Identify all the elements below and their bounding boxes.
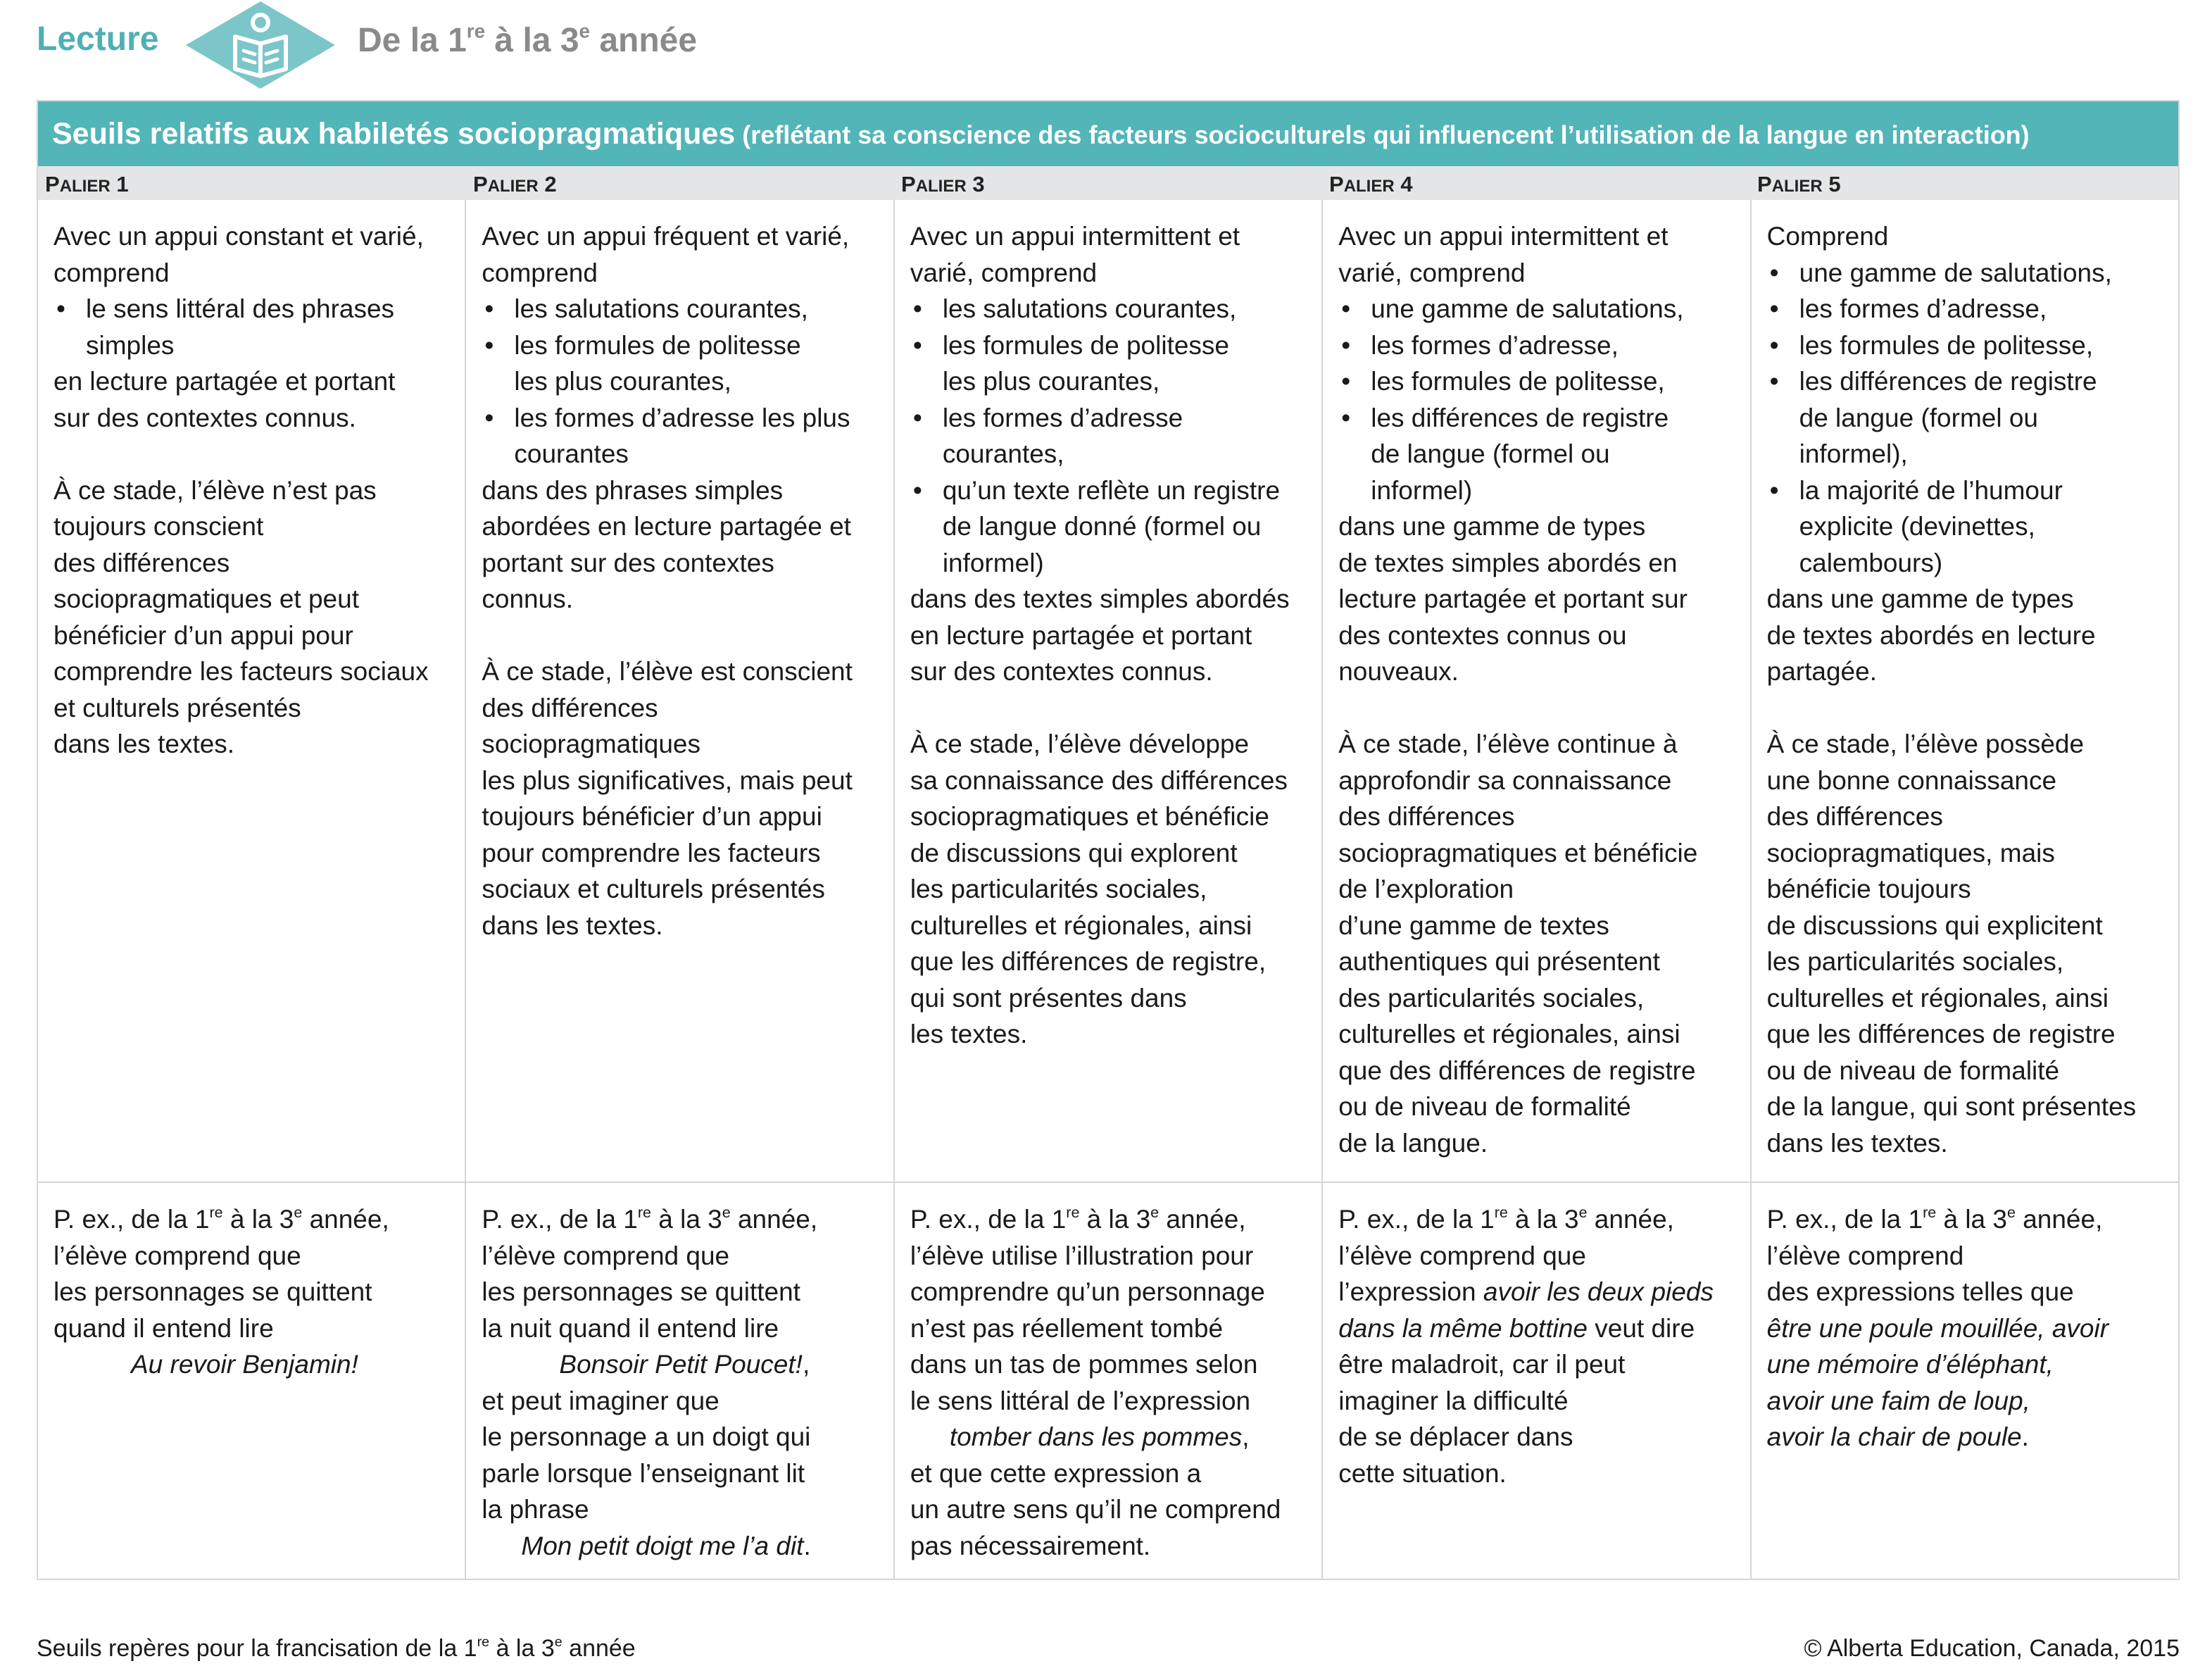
text-line: des différences	[1338, 802, 1515, 831]
table-subtitle: (reflétant sa conscience des facteurs socioculturels qui influencent l’utilisation de la langue en interaction)	[735, 120, 2030, 149]
text-line: des expressions telles que	[1766, 1277, 2074, 1306]
list-item: • les différences de registre de langue (formel ou informel),	[1767, 363, 2163, 472]
descriptor-row	[38, 200, 2178, 1183]
example-cell-2	[466, 1183, 894, 1579]
text-line: comprend	[54, 258, 170, 287]
level-header-2: PALIER 2	[473, 172, 557, 196]
level-header-row	[38, 166, 2178, 200]
list-item: • les formules de politesse les plus courantes,	[482, 327, 877, 400]
level-header-4: PALIER 4	[1329, 172, 1413, 196]
text-line: P. ex., de la 1re à la 3e année,	[910, 1203, 1246, 1234]
text-line: imaginer la difficulté	[1338, 1386, 1569, 1415]
text-line: ou de niveau de formalité	[1338, 1092, 1631, 1121]
reading-book-icon	[186, 1, 335, 89]
footer-document-title: Seuils repères pour la francisation de la 1re à la 3e année	[37, 1634, 636, 1662]
text-line: P. ex., de la 1re à la 3e année,	[482, 1203, 818, 1234]
text-line: authentiques qui présentent	[1338, 947, 1660, 976]
text-line: dans des textes simples abordés	[910, 584, 1290, 613]
descriptor-cell-1	[38, 200, 466, 1182]
text-line: des contextes connus ou	[1338, 620, 1627, 650]
list-item: • les formes d’adresse,	[1338, 327, 1734, 364]
text-line: qui sont présentes dans	[910, 983, 1187, 1013]
text-line: sociopragmatiques	[482, 729, 700, 758]
text-line: la nuit quand il entend lire	[482, 1313, 779, 1343]
text-line: Comprend	[1766, 222, 1889, 251]
text-line: d’une gamme de textes	[1338, 910, 1609, 940]
text-line: sa connaissance des différences	[910, 765, 1288, 795]
text-line: bénéficie toujours	[1766, 875, 1971, 903]
text-line: pas nécessairement.	[910, 1531, 1151, 1560]
text-line: de l’exploration	[1338, 875, 1514, 903]
example-cell-3	[895, 1183, 1323, 1579]
text-line: toujours bénéficier d’un appui	[482, 802, 822, 831]
text-line: nouveaux.	[1338, 657, 1459, 686]
example-cell-4	[1323, 1183, 1751, 1579]
level-header-3: PALIER 3	[901, 172, 985, 196]
thresholds-table	[37, 100, 2180, 1580]
text-line: Mon petit doigt me l’a dit.	[521, 1531, 811, 1560]
list-item: • une gamme de salutations,	[1338, 291, 1734, 327]
list-item: • une gamme de salutations,	[1767, 255, 2163, 292]
text-line: À ce stade, l’élève possède	[1766, 729, 2085, 758]
text-line: être maladroit, car il peut	[1338, 1350, 1626, 1379]
text-line: dans les textes.	[1766, 1128, 1948, 1158]
text-line: toujours conscient	[54, 512, 264, 541]
text-line: Avec un appui intermittent et	[1338, 222, 1669, 251]
text-line: abordées en lecture partagée et	[482, 512, 851, 541]
text-line: dans des phrases simples	[482, 475, 784, 505]
text-line: l’élève comprend que	[54, 1241, 301, 1270]
text-line: de textes simples abordés en	[1338, 548, 1678, 577]
section-title: Lecture	[37, 20, 159, 58]
text-line: de la langue.	[1338, 1128, 1488, 1158]
text-line: P. ex., de la 1re à la 3e année,	[54, 1203, 389, 1234]
list-item: • les formes d’adresse les plus courantes	[482, 400, 877, 472]
text-line: l’élève comprend que	[482, 1241, 730, 1270]
list-item: • les formules de politesse les plus courantes,	[910, 327, 1306, 400]
table-title: Seuils relatifs aux habiletés sociopragmatiques	[52, 117, 736, 151]
text-line: que les différences de registre	[1766, 1020, 2116, 1048]
text-line: en lecture partagée et portant	[910, 620, 1252, 650]
text-line: les particularités sociales,	[1766, 947, 2064, 976]
text-line: comprendre qu’un personnage	[910, 1277, 1265, 1306]
text-line: parle lorsque l’enseignant lit	[482, 1458, 805, 1488]
grade-range: De la 1re à la 3e année	[358, 20, 698, 59]
text-line: l’élève comprend	[1766, 1241, 1964, 1270]
text-line: que les différences de registre,	[910, 947, 1267, 976]
text-line: sur des contextes connus.	[54, 403, 356, 432]
text-line: de se déplacer dans	[1338, 1422, 1573, 1451]
text-line: À ce stade, l’élève continue à	[1338, 729, 1678, 758]
text-line: le sens littéral de l’expression	[910, 1386, 1251, 1415]
text-line: cette situation.	[1338, 1458, 1507, 1488]
text-line: avoir une faim de loup,	[1766, 1386, 2030, 1415]
text-line: les particularités sociales,	[910, 875, 1207, 903]
text-line: la phrase	[482, 1495, 589, 1524]
text-line: Au revoir Benjamin!	[131, 1350, 358, 1379]
text-line: sociopragmatiques et bénéficie	[1338, 838, 1698, 868]
list-item: • les salutations courantes,	[910, 291, 1306, 327]
text-line: les personnages se quittent	[482, 1277, 800, 1306]
descriptor-cell-4	[1323, 200, 1751, 1182]
list-item: • les formules de politesse,	[1338, 363, 1734, 400]
descriptor-cell-5	[1752, 200, 2178, 1182]
text-line: comprendre les facteurs sociaux	[54, 657, 429, 686]
text-line: être une poule mouillée, avoir	[1766, 1313, 2109, 1343]
text-line: et peut imaginer que	[482, 1386, 719, 1415]
text-line: l’expression avoir les deux pieds	[1338, 1277, 1714, 1306]
example-cell-1	[38, 1183, 466, 1579]
text-line: sociopragmatiques et peut	[54, 584, 359, 613]
list-item: • la majorité de l’humour explicite (devinettes, calembours)	[1767, 472, 2163, 582]
text-line: quand il entend lire	[54, 1313, 274, 1343]
example-row	[38, 1183, 2178, 1579]
text-line: une mémoire d’éléphant,	[1766, 1350, 2054, 1379]
text-line: culturelles et régionales, ainsi	[910, 910, 1252, 940]
text-line: et que cette expression a	[910, 1458, 1202, 1488]
text-line: en lecture partagée et portant	[54, 367, 396, 396]
list-item: • les formes d’adresse courantes,	[910, 400, 1306, 472]
text-line: dans les textes.	[54, 729, 235, 758]
text-line: et culturels présentés	[54, 693, 301, 722]
text-line: un autre sens qu’il ne comprend	[910, 1495, 1281, 1524]
text-line: de textes abordés en lecture	[1766, 620, 2096, 650]
descriptor-cell-2	[466, 200, 894, 1182]
text-line: une bonne connaissance	[1766, 765, 2057, 795]
text-line: Avec un appui constant et varié,	[54, 222, 424, 251]
text-line: bénéficier d’un appui pour	[54, 620, 353, 650]
text-line: dans une gamme de types	[1338, 512, 1646, 541]
text-line: le personnage a un doigt qui	[482, 1422, 811, 1451]
text-line: comprend	[482, 258, 598, 287]
text-line: varié, comprend	[910, 258, 1098, 287]
text-line: des particularités sociales,	[1338, 983, 1645, 1013]
text-line: Bonsoir Petit Poucet!,	[559, 1350, 810, 1379]
bullet-list	[54, 291, 449, 363]
list-item: • qu’un texte reflète un registre de langue donné (formel ou informel)	[910, 472, 1306, 582]
text-line: sociopragmatiques et bénéficie	[910, 802, 1269, 831]
text-line: culturelles et régionales, ainsi	[1338, 1020, 1680, 1048]
text-line: ou de niveau de formalité	[1766, 1056, 2060, 1085]
text-line: À ce stade, l’élève n’est pas	[54, 475, 377, 505]
text-line: de discussions qui explorent	[910, 838, 1238, 868]
text-line: dans un tas de pommes selon	[910, 1350, 1258, 1379]
text-line: À ce stade, l’élève développe	[910, 729, 1250, 758]
text-line: pour comprendre les facteurs	[482, 838, 821, 868]
text-line: de la langue, qui sont présentes	[1766, 1092, 2137, 1121]
text-line: tomber dans les pommes,	[949, 1422, 1250, 1451]
text-line: dans une gamme de types	[1766, 584, 2074, 613]
level-header-5: PALIER 5	[1757, 172, 1841, 196]
text-line: l’élève comprend que	[1338, 1241, 1586, 1270]
text-line: varié, comprend	[1338, 258, 1526, 287]
text-line: l’élève utilise l’illustration pour	[910, 1241, 1254, 1270]
text-line: lecture partagée et portant sur	[1338, 584, 1688, 613]
level-header-1: PALIER 1	[45, 172, 129, 196]
text-line: les personnages se quittent	[54, 1277, 372, 1306]
text-line: des différences	[482, 693, 658, 722]
text-line: P. ex., de la 1re à la 3e année,	[1338, 1203, 1674, 1234]
table-banner	[38, 101, 2178, 166]
text-line: connus.	[482, 584, 573, 613]
example-cell-5	[1752, 1183, 2178, 1579]
bullet-list	[910, 291, 1306, 581]
text-line: de discussions qui explicitent	[1766, 910, 2103, 940]
text-line: les plus significatives, mais peut	[482, 765, 853, 795]
text-line: les textes.	[910, 1020, 1028, 1048]
bullet-list	[482, 291, 877, 472]
text-line: culturelles et régionales, ainsi	[1766, 983, 2109, 1013]
text-line: n’est pas réellement tombé	[910, 1313, 1224, 1343]
text-line: À ce stade, l’élève est conscient	[482, 657, 853, 686]
footer-copyright: © Alberta Education, Canada, 2015	[1804, 1635, 2180, 1662]
list-item: • le sens littéral des phrases simples	[54, 291, 449, 363]
list-item: • les formules de politesse,	[1767, 327, 2163, 364]
list-item: • les formes d’adresse,	[1767, 291, 2163, 327]
text-line: Avec un appui fréquent et varié,	[482, 222, 850, 251]
text-line: que des différences de registre	[1338, 1056, 1696, 1085]
text-line: sociopragmatiques, mais	[1766, 838, 2055, 868]
text-line: sur des contextes connus.	[910, 657, 1213, 686]
descriptor-cell-3	[895, 200, 1323, 1182]
text-line: dans la même bottine veut dire	[1338, 1313, 1695, 1343]
list-item: • les différences de registre de langue (formel ou informel)	[1338, 400, 1734, 509]
text-line: avoir la chair de poule.	[1766, 1422, 2029, 1451]
text-line: dans les textes.	[482, 910, 663, 940]
text-line: sociaux et culturels présentés	[482, 875, 825, 903]
text-line: approfondir sa connaissance	[1338, 765, 1672, 795]
bullet-list	[1767, 255, 2163, 582]
text-line: Avec un appui intermittent et	[910, 222, 1240, 251]
bullet-list	[1338, 291, 1734, 508]
text-line: des différences	[54, 548, 230, 577]
text-line: P. ex., de la 1re à la 3e année,	[1766, 1203, 2103, 1234]
text-line: des différences	[1766, 802, 1943, 831]
list-item: • les salutations courantes,	[482, 291, 877, 327]
text-line: partagée.	[1766, 657, 1877, 686]
text-line: portant sur des contextes	[482, 548, 774, 577]
